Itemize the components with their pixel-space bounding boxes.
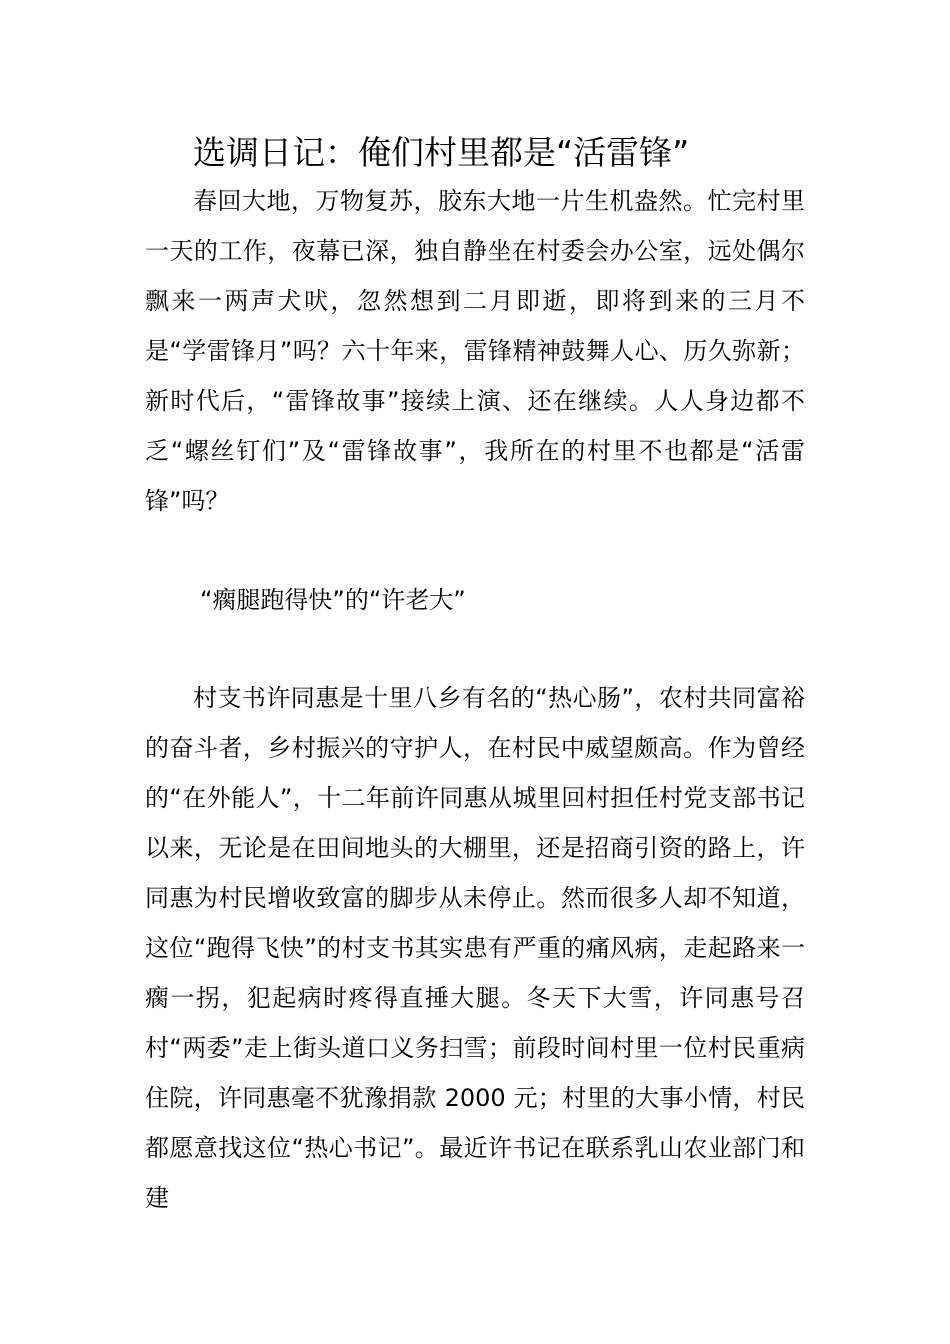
section-heading: “瘸腿跑得快”的“许老大” bbox=[200, 586, 466, 614]
intro-paragraph: 春回大地，万物复苏，胶东大地一片生机盎然。忙完村里一天的工作，夜幕已深，独自静坐在村委会办公室，远处偶尔飘来一两声犬吠，忽然想到二月即逝，即将到来的三月不是“学雷锋月”吗？六十年来，雷锋精神鼓舞人心、历久弥新；新时代后，“雷锋故事”接续上演、还在继续。人人身边都不乏“螺丝钉们”及“雷锋故事”，我所在的村里不也都是“活雷锋”吗？ bbox=[145, 187, 805, 515]
section-paragraph: 村支书许同惠是十里八乡有名的“热心肠”，农村共同富裕的奋斗者，乡村振兴的守护人，在村民中威望颇高。作为曾经的“在外能人”，十二年前许同惠从城里回村担任村党支部书记以来，无论是在田间地头的大棚里，还是招商引资的路上，许同惠为村民增收致富的脚步从未停止。然而很多人却不知道，这位“跑得飞快”的村支书其实患有严重的痛风病，走起路来一瘸一拐，犯起病时疼得直捶大腿。冬天下大雪，许同惠号召村“两委”走上街头道口义务扫雪；前段时间村里一位村民重病住院，许同惠毫不犹豫捐款 2000 元；村里的大事小情，村民都愿意找这位“热心书记”。最近许书记在联系乳山农业部门和建 bbox=[145, 684, 805, 1212]
document-title: 选调日记：俺们村里都是“活雷锋” bbox=[193, 133, 690, 172]
